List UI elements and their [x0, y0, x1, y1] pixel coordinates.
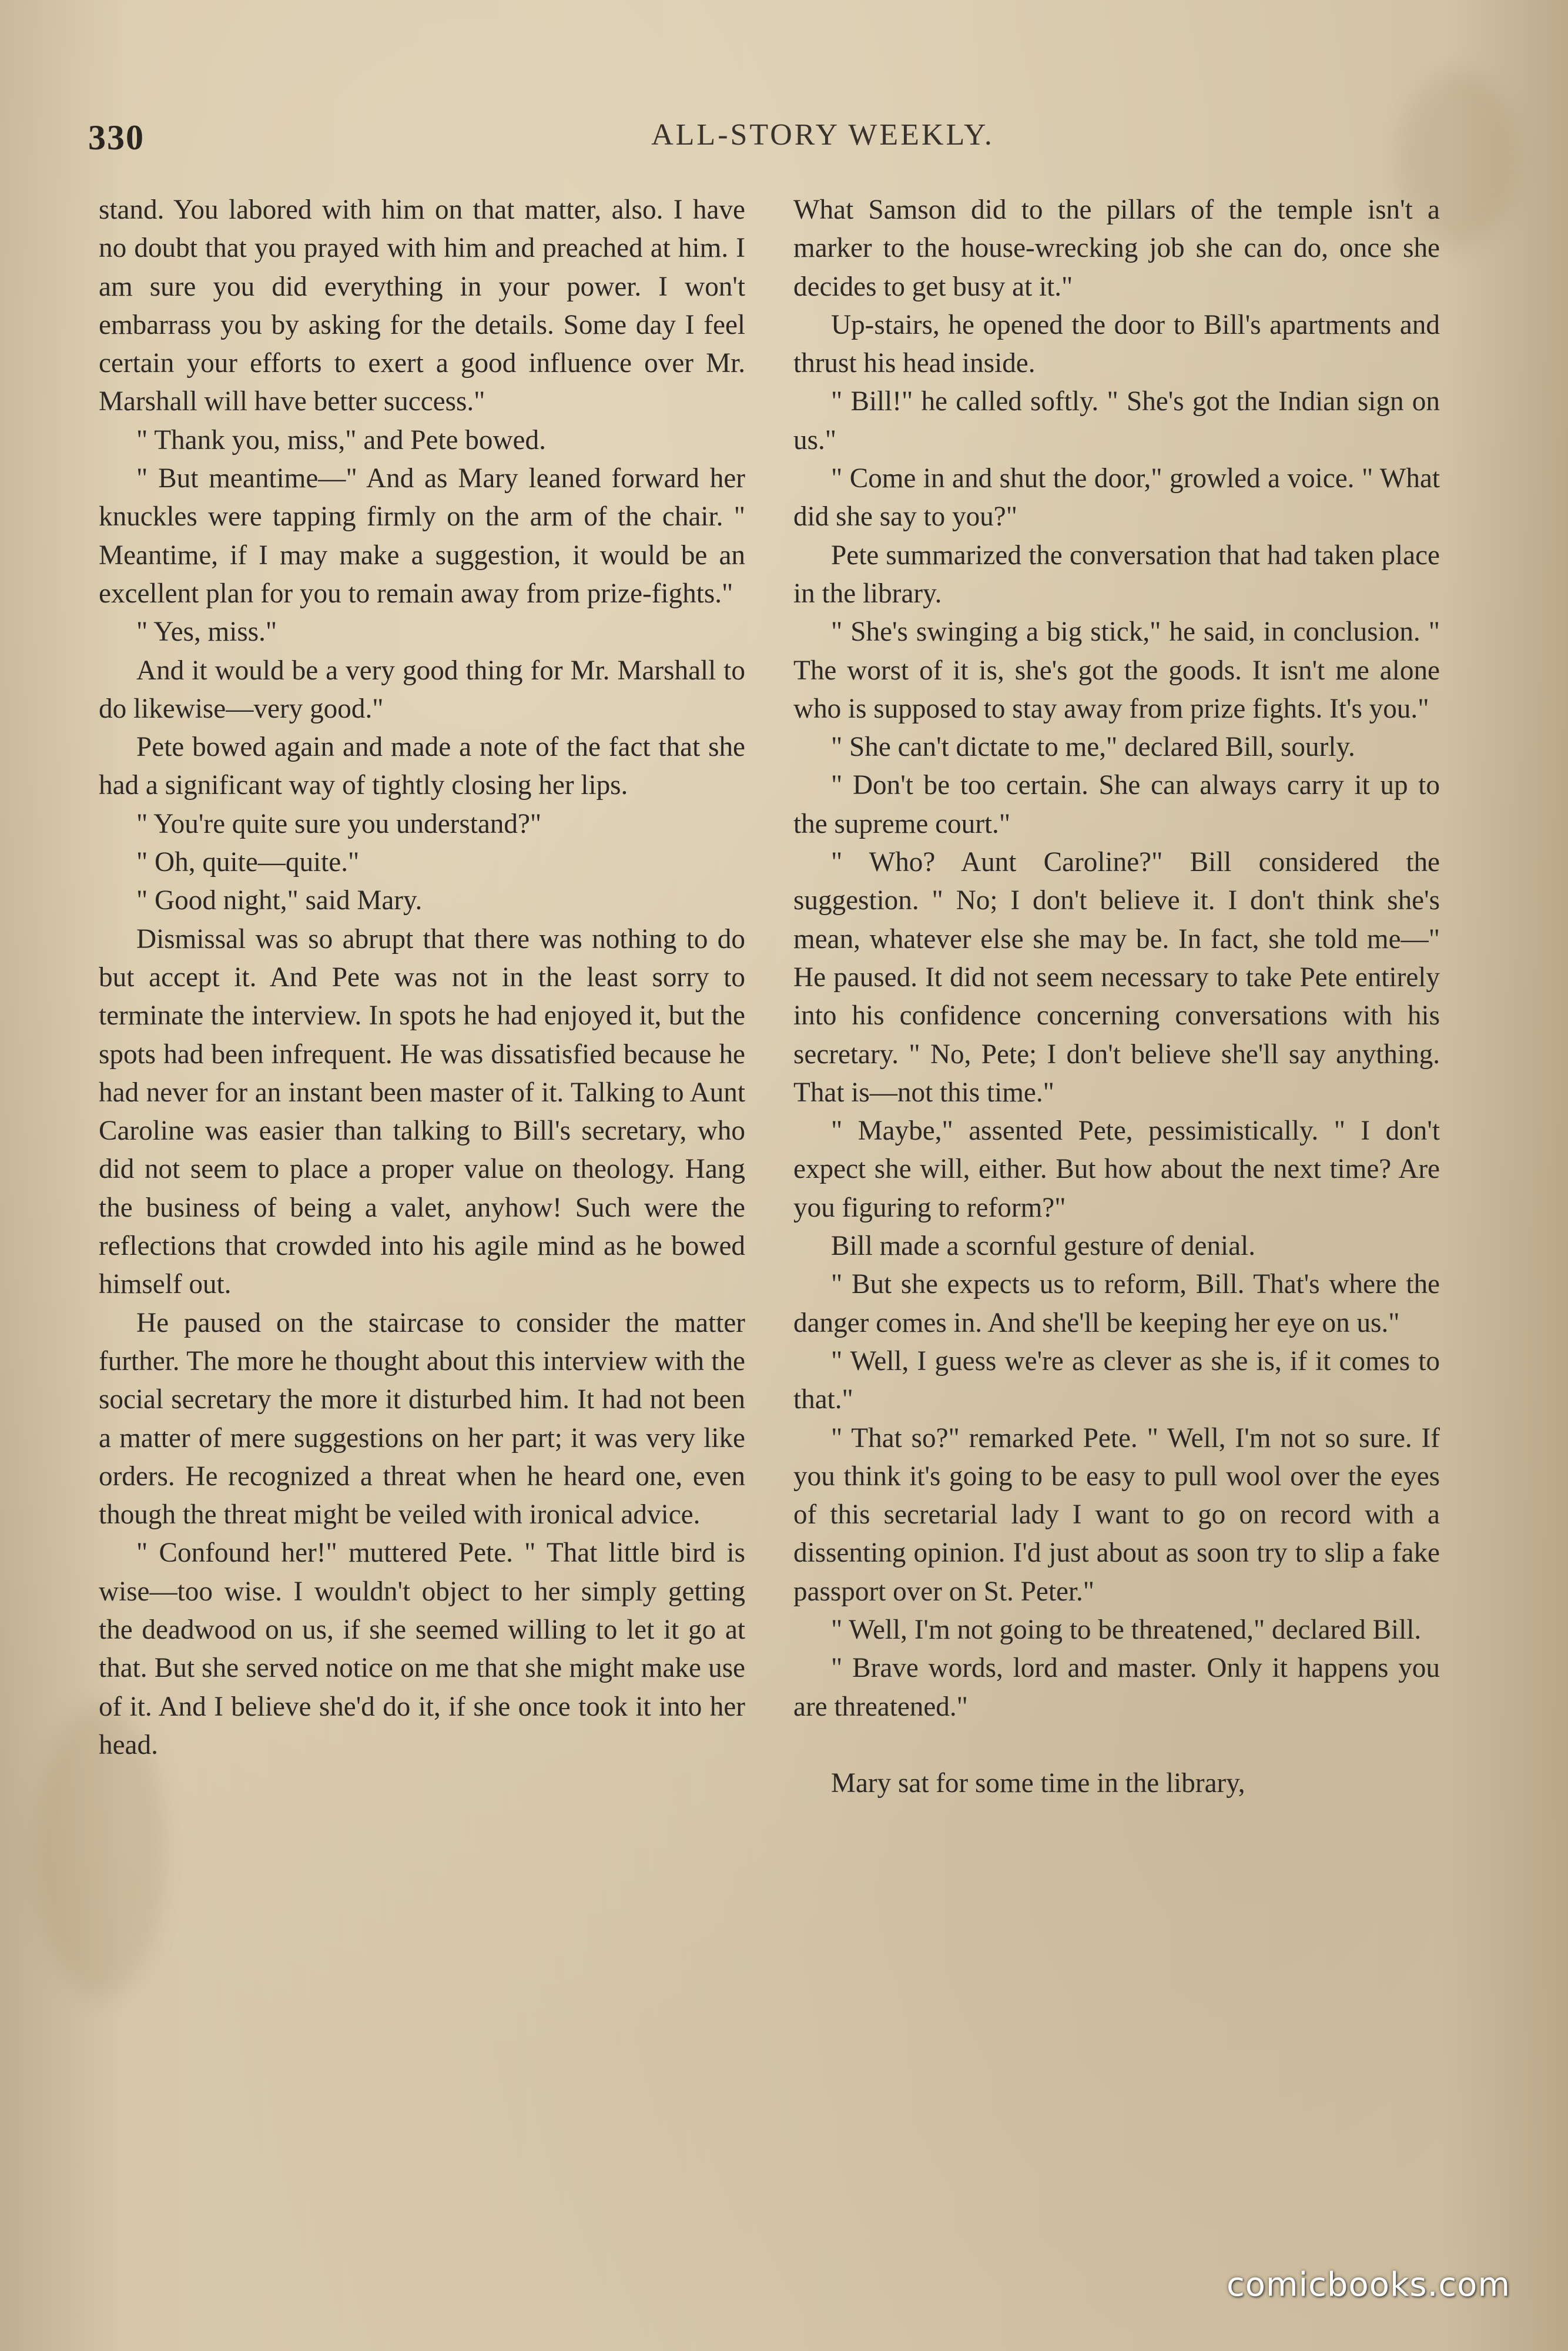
paragraph: " She's swinging a big stick," he said, in conclusion. " The worst of it is, she's got the goods. It isn't me alone who is supposed to stay away from prize fights. It's you." [793, 617, 1440, 724]
paragraph: " She can't dictate to me," declared Bill, sourly. [831, 732, 1355, 763]
paragraph: " That so?" remarked Pete. " Well, I'm not so sure. If you think it's going to be easy to pull wool over the eyes of this secretarial lady I want to go on record with a dissenting opinion. I'd just about as soon try to slip a fake passport over on St. Peter." [793, 1422, 1440, 1607]
paragraph: " You're quite sure you understand?" [136, 808, 542, 839]
paragraph: " Bill!" he called softly. " She's got the Indian sign on us." [793, 386, 1440, 456]
paragraph: " Maybe," assented Pete, pessimistically. " I don't expect she will, either. But how about the next time? Are you figuring to reform?" [793, 1116, 1440, 1223]
paragraph: Pete bowed again and made a note of the fact that she had a significant way of tightly closing her lips. [99, 732, 745, 801]
paragraph: Mary sat for some time in the library, [831, 1767, 1245, 1799]
paragraph: stand. You labored with him on that matter, also. I have no doubt that you prayed with him and preached at him. I am sure you did everything in your power. I won't embarrass you by asking for the details. Some day I feel certain your efforts to exert a good influence over Mr. Marshall will have better success." [99, 195, 745, 417]
paragraph: " Oh, quite—quite." [136, 847, 360, 878]
paragraph: " But she expects us to reform, Bill. That's where the danger comes in. And she'll be keeping her eye on us." [793, 1269, 1440, 1338]
paragraph: Up-stairs, he opened the door to Bill's apartments and thrust his head inside. [793, 309, 1440, 379]
right-column [793, 191, 1440, 2201]
paragraph: " Good night," said Mary. [136, 885, 423, 916]
paragraph: " Well, I guess we're as clever as she is, if it comes to that." [793, 1345, 1440, 1415]
page-header [88, 118, 1452, 165]
paragraph: " Confound her!" muttered Pete. " That little bird is wise—too wise. I wouldn't object to her simply getting the deadwood on us, if she seemed willing to let it go at that. But she served notice on me that she might make use of it. And I believe she'd do it, if she once took it into her head. [99, 1538, 745, 1760]
paragraph: Pete summarized the conversation that had taken place in the library. [793, 540, 1440, 609]
paragraph: He paused on the staircase to consider the matter further. The more he thought about this interview with the social secretary the more it disturbed him. It had not been a matter of mere suggestions on her part; it was very like orders. He recognized a threat when he heard one, even though the threat might be veiled with ironical advice. [99, 1307, 745, 1531]
paragraph: Dismissal was so abrupt that there was nothing to do but accept it. And Pete was not in the least sorry to terminate the interview. In spots he had enjoyed it, but the spots had been infrequent. He was dissatisfied because he had never for an instant been master of it. Talking to Aunt Caroline was easier than talking to Bill's secretary, who did not seem to place a proper value on theology. Hang the business of being a valet, anyhow! Such were the reflections that crowded into his agile mind as he bowed himself out. [99, 923, 745, 1300]
paragraph: " Thank you, miss," and Pete bowed. [136, 424, 546, 456]
paragraph: " But meantime—" And as Mary leaned forward her knuckles were tapping firmly on the arm of the chair. " Meantime, if I may make a suggestion, it would be an excellent plan for you to remain away from prize-fights." [99, 463, 745, 609]
paragraph: " Yes, miss." [136, 617, 277, 648]
watermark: comicbooks.com [1226, 2266, 1510, 2304]
paragraph: Bill made a scornful gesture of denial. [831, 1231, 1256, 1262]
text-columns [99, 191, 1450, 2201]
running-head: ALL-STORY WEEKLY. [651, 118, 994, 152]
paragraph: " Who? Aunt Caroline?" Bill considered the suggestion. " No; I don't believe it. I don't think she's mean, whatever else she may be. In fact, she told me—" He paused. It did not seem necessary to take Pete entirely into his confidence concerning conversations with his secretary. " No, Pete; I don't believe she'll say anything. That is—not this time." [793, 847, 1440, 1108]
left-column [99, 191, 745, 2201]
paragraph: " Come in and shut the door," growled a voice. " What did she say to you?" [793, 463, 1440, 533]
paragraph: What Samson did to the pillars of the temple isn't a marker to the house-wrecking job she can do, once she decides to get busy at it." [793, 195, 1440, 302]
paragraph: And it would be a very good thing for Mr. Marshall to do likewise—very good." [99, 655, 745, 724]
paragraph: " Well, I'm not going to be threatened," declared Bill. [831, 1614, 1422, 1645]
paragraph: " Brave words, lord and master. Only it happens you are threatened." [793, 1653, 1440, 1722]
paragraph: " Don't be too certain. She can always carry it up to the supreme court." [793, 770, 1440, 839]
page-number: 330 [88, 118, 145, 157]
